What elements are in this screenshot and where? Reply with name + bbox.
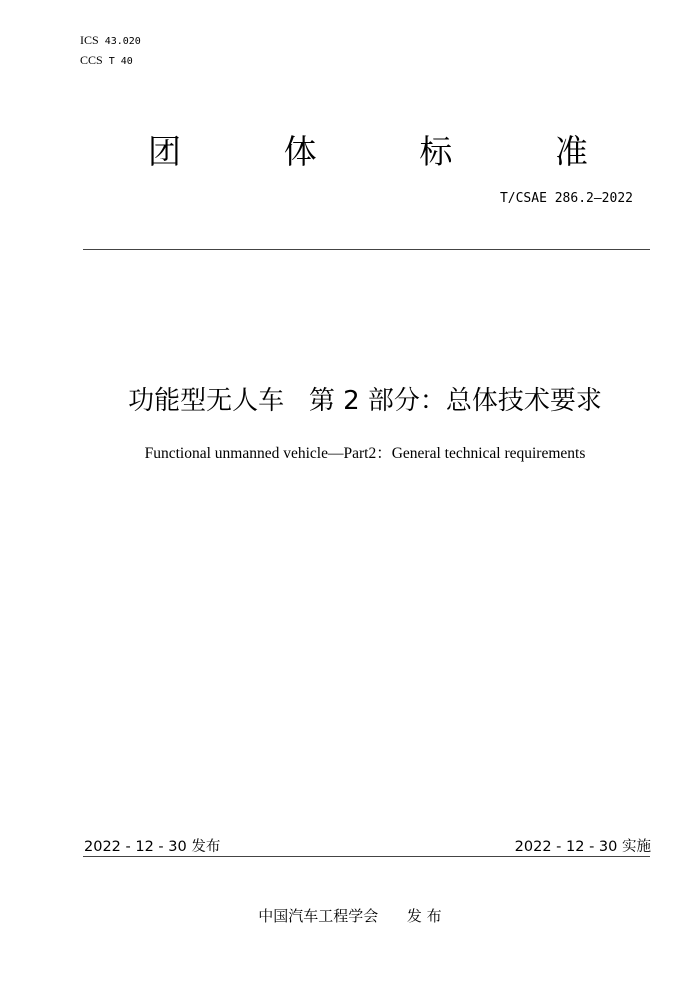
ics-value: 43.020 [104,36,141,47]
standard-code: T/CSAE 286.2—2022 [499,191,633,206]
standard-type-title [148,130,588,174]
ccs-label: CCS [80,53,103,67]
standard-type-char: 标 [419,132,453,171]
implementation-date: 2022 - 12 - 30 实施 [514,839,651,855]
footer-divider [83,856,650,857]
issue-date: 2022 - 12 - 30 发布 [84,839,221,855]
header-divider [83,249,650,250]
standard-type-char: 团 [148,132,181,171]
document-title-cn: 功能型无人车 第 2 部分：总体技术要求 [128,386,602,416]
document-title-en: Functional unmanned vehicle—Part2：General technical requirements [144,445,586,462]
standard-type-char: 体 [283,132,317,171]
publisher: 中国汽车工程学会 发 布 [258,907,442,925]
ccs-value: T 40 [108,56,133,67]
ccs-line [80,53,133,69]
ics-line [80,33,141,49]
ics-label: ICS [80,33,99,47]
standard-type-char: 准 [554,132,588,171]
